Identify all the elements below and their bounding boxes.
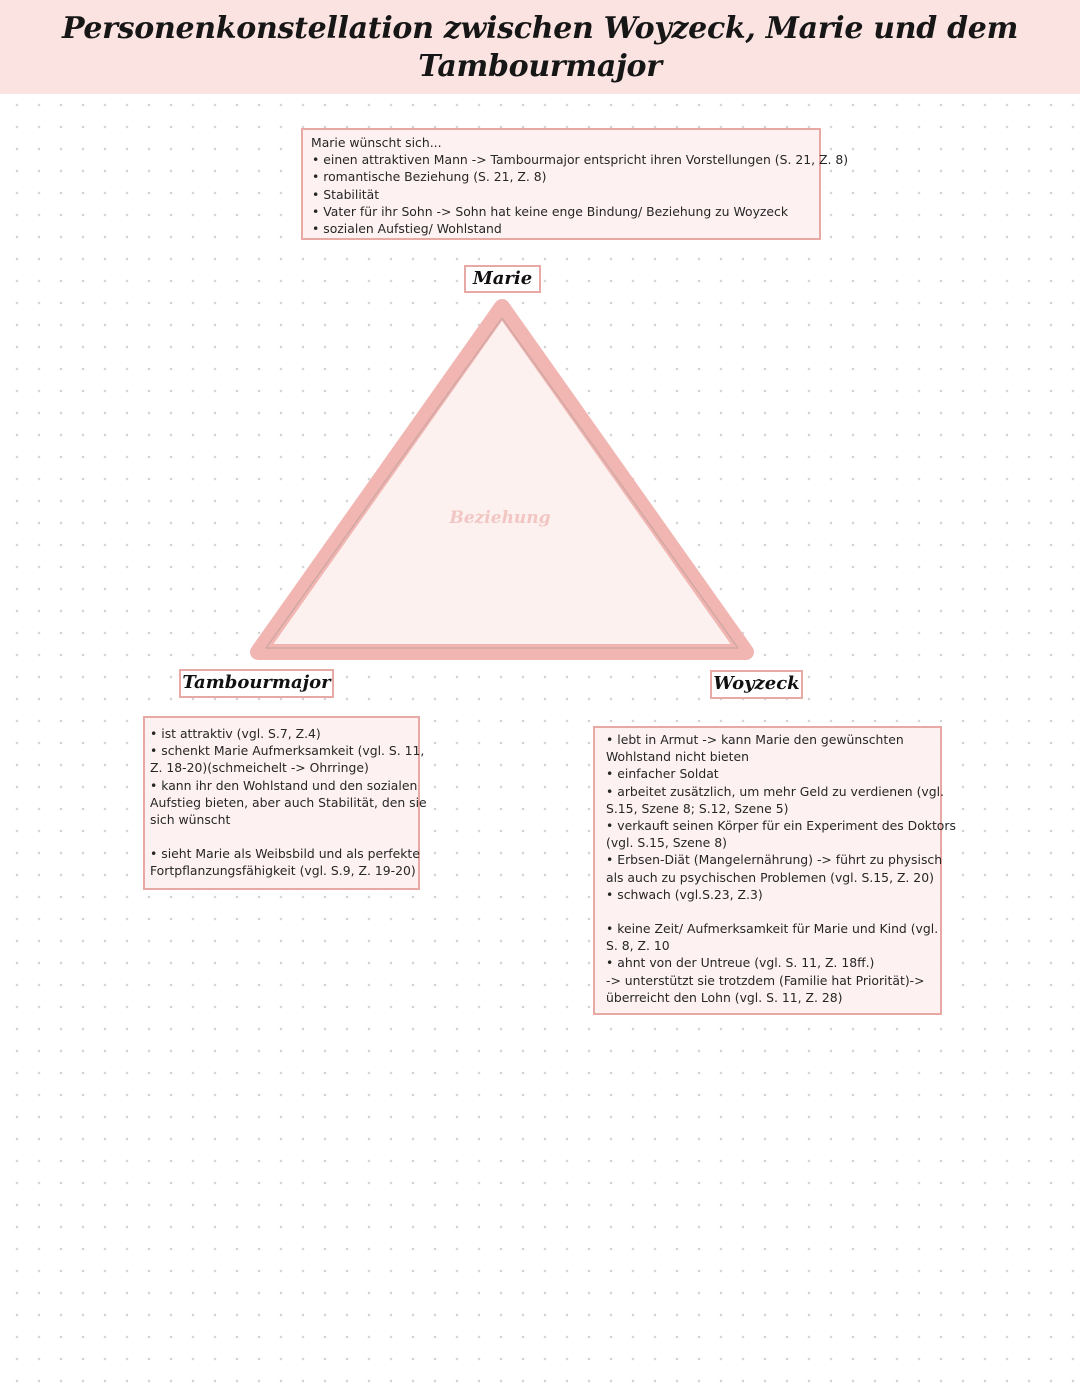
- marie-wish-item: • Vater für ihr Sohn -> Sohn hat keine enge Bindung/ Beziehung zu Woyzeck: [312, 203, 789, 219]
- page-title-line-1: Personenkonstellation zwischen Woyzeck, Marie und dem: [61, 11, 1019, 46]
- woyzeck-trait: S.15, Szene 8; S.12, Szene 5): [606, 800, 789, 816]
- node-label-marie: Marie: [464, 265, 541, 293]
- relationship-label: Beziehung: [449, 508, 551, 528]
- woyzeck-trait: • ahnt von der Untreue (vgl. S. 11, Z. 18ff.): [606, 955, 875, 971]
- triangle-shape: [258, 307, 746, 652]
- tambourmajor-trait: • sieht Marie als Weibsbild und als perfekte: [150, 846, 420, 862]
- tambourmajor-trait: sich wünscht: [150, 812, 231, 828]
- tambourmajor-trait: • kann ihr den Wohlstand und den sozialen: [150, 777, 418, 793]
- woyzeck-spacer: [606, 903, 934, 920]
- marie-wish-item: • sozialen Aufstieg/ Wohlstand: [312, 221, 502, 237]
- woyzeck-trait: überreicht den Lohn (vgl. S. 11, Z. 28): [606, 989, 843, 1005]
- node-label-tambourmajor: Tambourmajor: [179, 669, 334, 698]
- marie-wish-item: • romantische Beziehung (S. 21, Z. 8): [312, 169, 547, 185]
- woyzeck-trait: • Erbsen-Diät (Mangelernährung) -> führt zu physisch: [606, 852, 943, 868]
- woyzeck-trait: • lebt in Armut -> kann Marie den gewünschten: [606, 732, 904, 747]
- marie-wishes-heading: Marie wünscht sich...: [311, 135, 442, 150]
- woyzeck-trait: (vgl. S.15, Szene 8): [606, 835, 727, 851]
- marie-wish-item: • Stabilität: [312, 186, 380, 202]
- woyzeck-traits-box: [593, 726, 956, 1015]
- woyzeck-trait: • keine Zeit/ Aufmerksamkeit für Marie und Kind (vgl.: [606, 921, 939, 937]
- tambourmajor-spacer: [150, 828, 413, 845]
- tambourmajor-trait: Z. 18-20)(schmeichelt -> Ohrringe): [150, 760, 369, 776]
- node-label-woyzeck: Woyzeck: [710, 670, 803, 699]
- page-title-line-2: Tambourmajor: [418, 49, 662, 84]
- woyzeck-trait: S. 8, Z. 10: [606, 938, 670, 954]
- woyzeck-trait: -> unterstützt sie trotzdem (Familie hat Priorität)->: [606, 972, 925, 988]
- tambourmajor-trait: Aufstieg bieten, aber auch Stabilität, den sie: [150, 794, 427, 810]
- woyzeck-trait: • einfacher Soldat: [606, 766, 719, 782]
- woyzeck-trait: • schwach (vgl.S.23, Z.3): [606, 886, 763, 902]
- woyzeck-trait: Wohlstand nicht bieten: [606, 749, 749, 765]
- tambourmajor-trait: • ist attraktiv (vgl. S.7, Z.4): [150, 726, 321, 741]
- tambourmajor-traits-box: [143, 716, 427, 890]
- tambourmajor-trait: • schenkt Marie Aufmerksamkeit (vgl. S. 11,: [150, 743, 425, 759]
- marie-wish-item: • einen attraktiven Mann -> Tambourmajor entspricht ihren Vorstellungen (S. 21, Z. 8): [312, 152, 849, 168]
- tambourmajor-trait: Fortpflanzungsfähigkeit (vgl. S.9, Z. 19-20): [150, 863, 416, 879]
- woyzeck-trait: • arbeitet zusätzlich, um mehr Geld zu verdienen (vgl.: [606, 783, 944, 799]
- woyzeck-trait: • verkauft seinen Körper für ein Experiment des Doktors: [606, 818, 956, 834]
- woyzeck-trait: als auch zu psychischen Problemen (vgl. S.15, Z. 20): [606, 869, 934, 885]
